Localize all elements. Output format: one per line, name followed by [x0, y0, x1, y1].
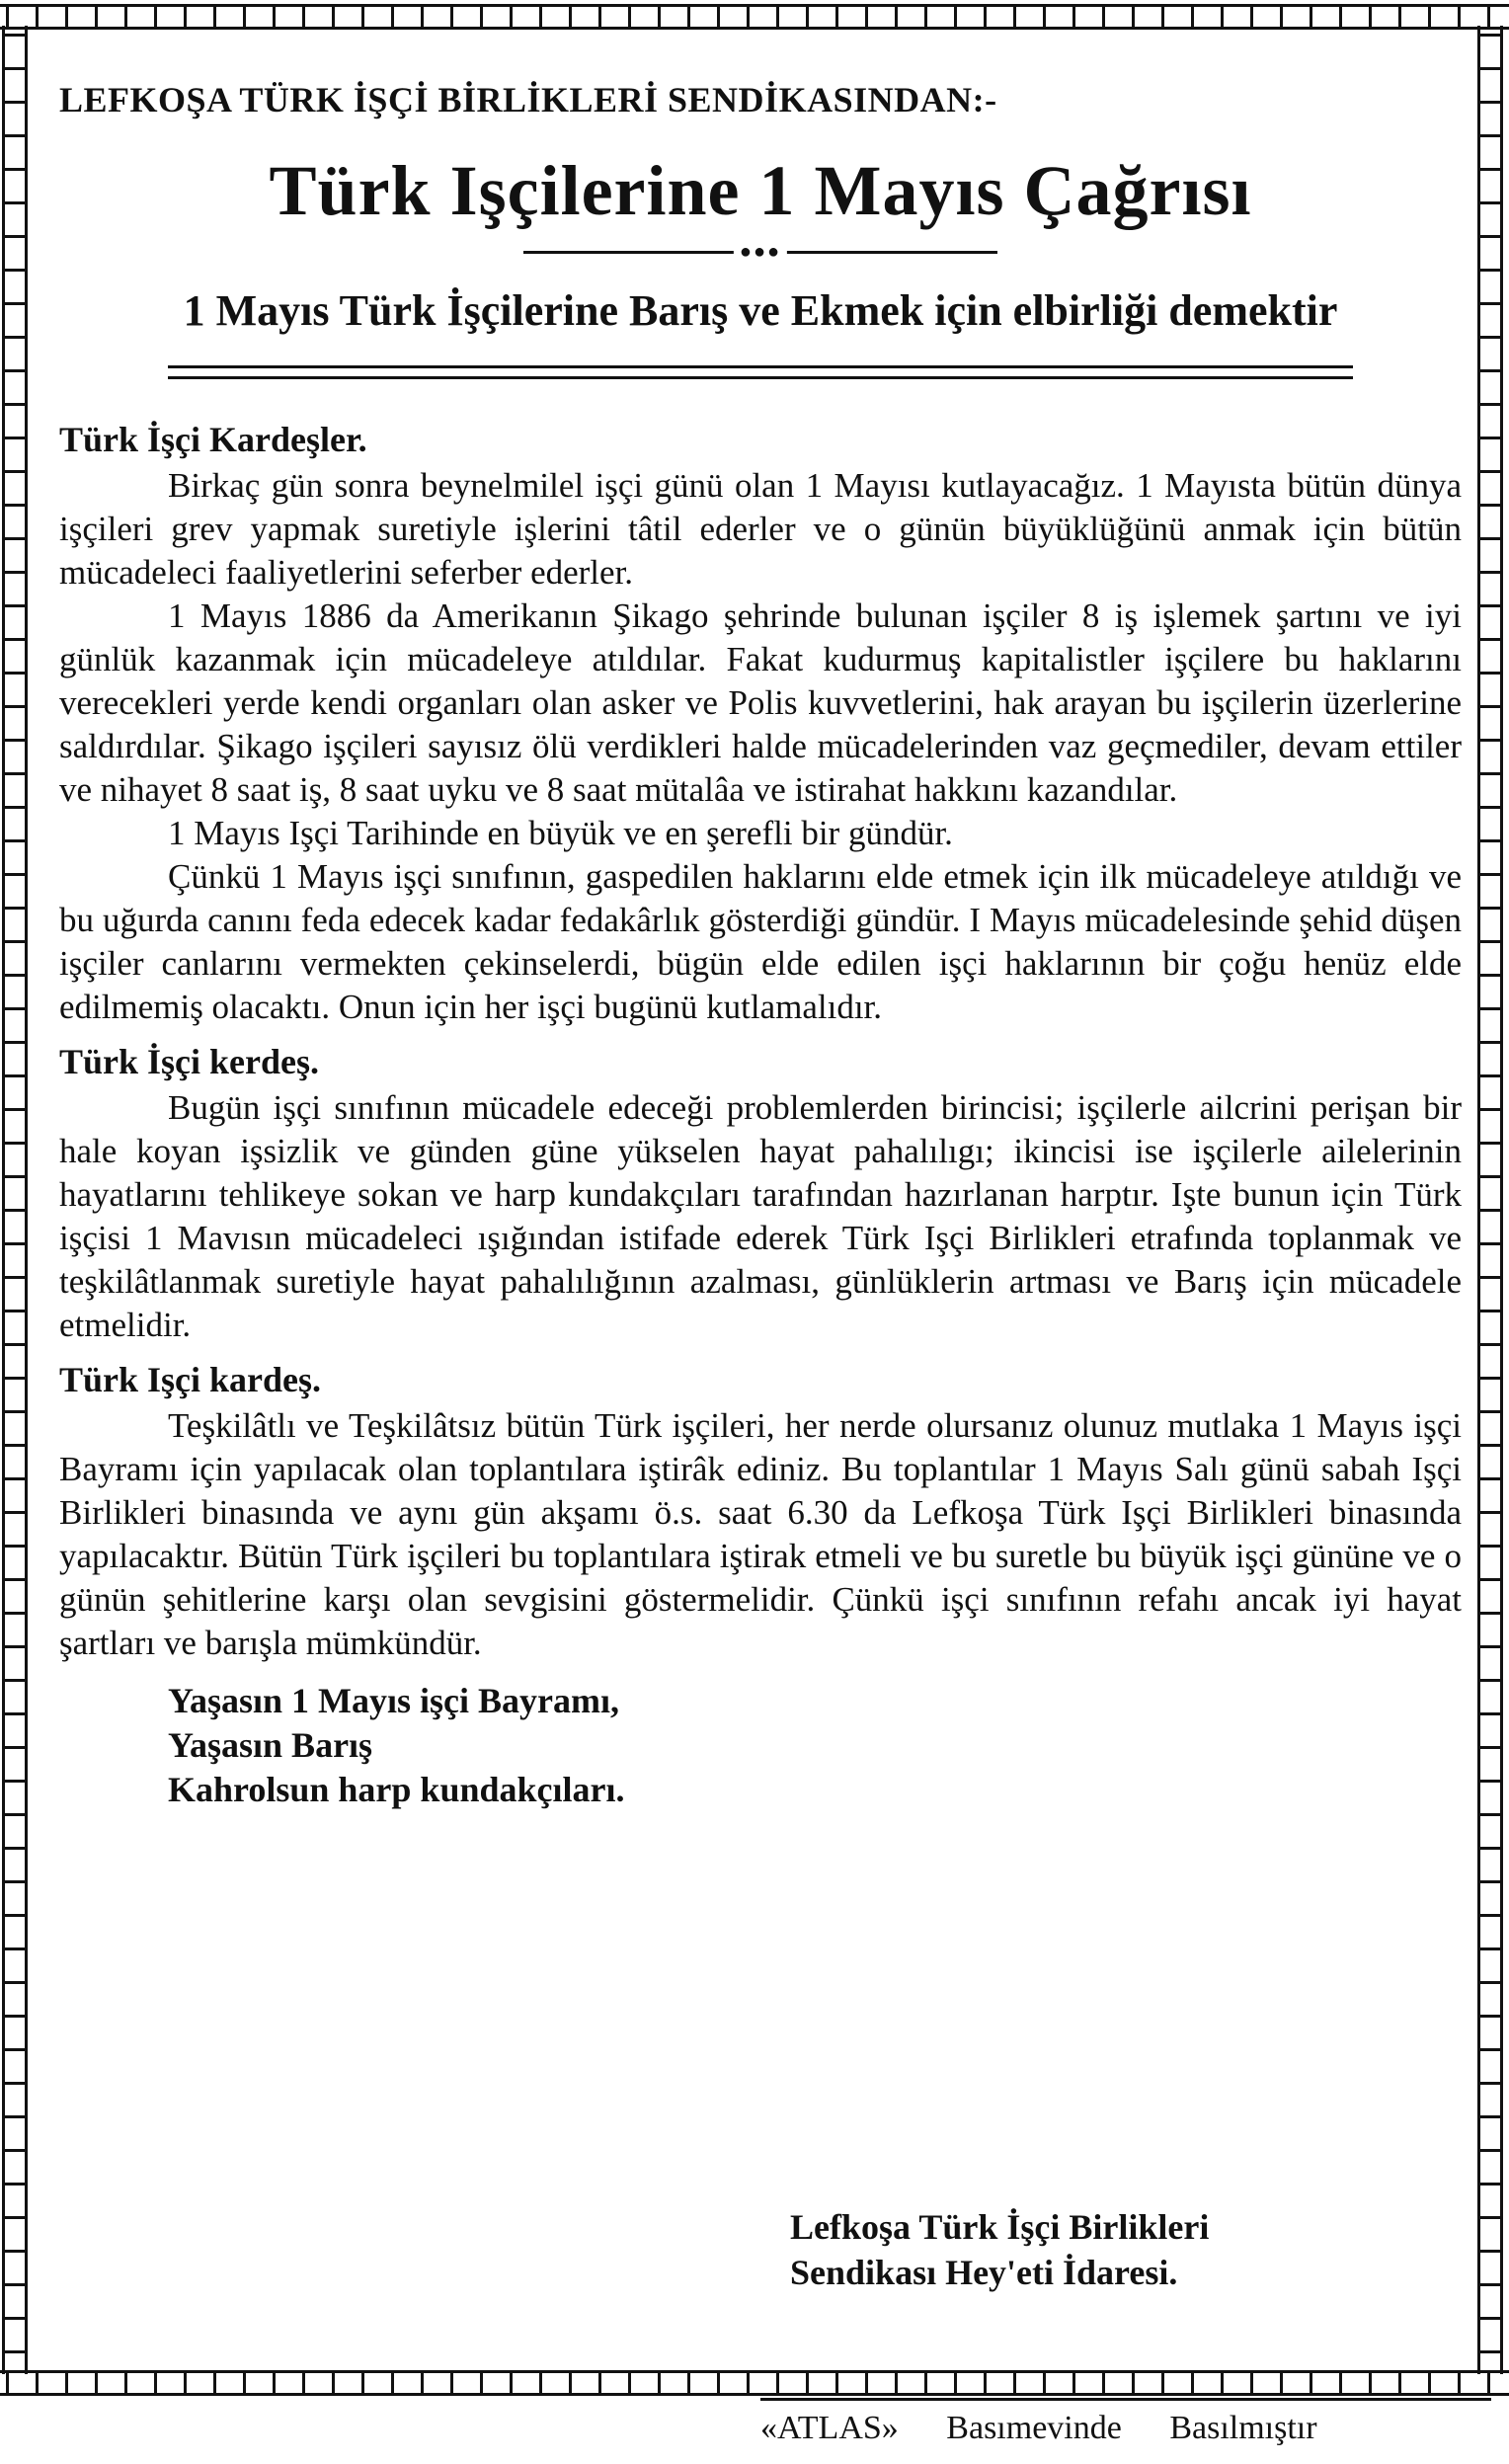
- printer-word: Basılmıştır: [1169, 2410, 1317, 2446]
- paragraph: Birkaç gün sonra beynelmilel işçi günü olan 1 Mayısı kutlayacağız. 1 Mayısta bütün dünya işçileri grev yapmak suretiyle işlerini tâtil ederler ve o günün büyüklüğünü anmak için bütün mücadeleci faaliyetlerini seferber ederler.: [59, 466, 1462, 592]
- document-content: [59, 59, 1462, 1812]
- ornamental-border-right: [1477, 26, 1503, 2374]
- ornamental-border-top: [0, 4, 1509, 30]
- organization-header: LEFKOŞA TÜRK İŞÇİ BİRLİKLERİ SENDİKASINDAN:-: [59, 80, 997, 119]
- signature-block: [790, 2204, 1209, 2295]
- slogan-line: Kahrolsun harp kundakçıları.: [168, 1770, 625, 1809]
- double-rule-divider: [168, 365, 1353, 379]
- greeting-1: Türk İşçi Kardeşler.: [59, 420, 367, 459]
- paragraph: Bugün işçi sınıfının mücadele edeceği problemlerden birincisi; işçilerle ailcrini perişan bir hale koyan işsizlik ve günden güne yükselen hayat pahalılıgı; ikincisi ise işçilerle ailelerinin hayatlarını tehlikeye sokan ve harp kundakçıları tarafından hazırlanan harptır. Işte bunun için Türk işçisi 1 Mavısın mücadeleci ışığından istifade ederek Türk Işçi Birlikleri etrafında toplanmak ve teşkilâtlanmak suretiyle hayat pahalılığının azalması, günlüklerin artması ve Barış için mücadele etmelidir.: [59, 1088, 1462, 1344]
- greeting-3: Türk Işçi kardeş.: [59, 1360, 322, 1399]
- printer-imprint: [760, 2410, 1357, 2447]
- slogans: [168, 1679, 1462, 1812]
- imprint-rule: [760, 2398, 1491, 2401]
- paragraph: Teşkilâtlı ve Teşkilâtsız bütün Türk işçileri, her nerde olursanız olunuz mutlaka 1 Mayıs işçi Bayramı için yapılacak olan toplantılara iştirâk ediniz. Bu toplantılar 1 Mayıs Salı günü sabah Işçi Birlikleri binasında ve aynı gün akşamı ö.s. saat 6.30 da Lefkoşa Türk Işçi Birlikleri binasında yapılacaktır. Bütün Türk işçileri bu toplantılara iştirak etmeli ve bu suretle bu büyük işçi gününe ve o günün şehitlerine karşı olan sevgisini göstermelidir. Çünkü işçi sınıfının refahı ancak iyi hayat şartları ve barışla mümkündür.: [59, 1406, 1462, 1662]
- signature-line: Sendikası Hey'eti İdaresi.: [790, 2253, 1178, 2292]
- title-ornament-rule: [523, 242, 997, 262]
- paragraph: Çünkü 1 Mayıs işçi sınıfının, gaspedilen haklarını elde etmek için ilk mücadeleye atıldığı ve bu uğurda canını feda edecek kadar fedakârlık gösterdiği gündür. I Mayıs mücadelesinde şehid düşen işçiler canlarını vermekten çekinselerdi, bügün elde edilen işçi haklarının bir çoğu henüz elde edilmemiş olacaktı. Onun için her işçi bugünü kutlamalıdır.: [59, 857, 1462, 1026]
- greeting-2: Türk İşçi kerdeş.: [59, 1042, 320, 1081]
- printer-word: Basımevinde: [946, 2410, 1122, 2446]
- ornamental-border-left: [2, 26, 28, 2374]
- slogan-line: Yaşasın Barış: [168, 1725, 373, 1765]
- slogan-line: Yaşasın 1 Mayıs işçi Bayramı,: [168, 1681, 620, 1720]
- paragraph: 1 Mayıs Işçi Tarihinde en büyük ve en şerefli bir gündür.: [168, 814, 953, 852]
- subtitle: 1 Mayıs Türk İşçilerine Barış ve Ekmek için elbirliği demektir: [183, 286, 1338, 335]
- ornament-dots: ●●●: [734, 242, 787, 262]
- printer-name: «ATLAS»: [760, 2410, 899, 2446]
- page-title: Türk Işçilerine 1 Mayıs Çağrısı: [269, 151, 1252, 230]
- ornamental-border-bottom: [0, 2370, 1509, 2396]
- signature-line: Lefkoşa Türk İşçi Birlikleri: [790, 2207, 1210, 2247]
- paragraph: 1 Mayıs 1886 da Amerikanın Şikago şehrinde bulunan işçiler 8 iş işlemek şartını ve iyi günlük kazanmak için mücadeleye atıldılar. Fakat kudurmuş kapitalistler işçilere bu haklarını verecekleri yerde kendi organları olan asker ve Polis kuvvetlerini, hak arayan bu işçilerin üzerlerine saldırdılar. Şikago işçileri sayısız ölü verdikleri halde mücadelerinden vaz geçmediler, devam ettiler ve nihayet 8 saat iş, 8 saat uyku ve 8 saat mütalâa ve istirahat hakkını kazandılar.: [59, 596, 1462, 809]
